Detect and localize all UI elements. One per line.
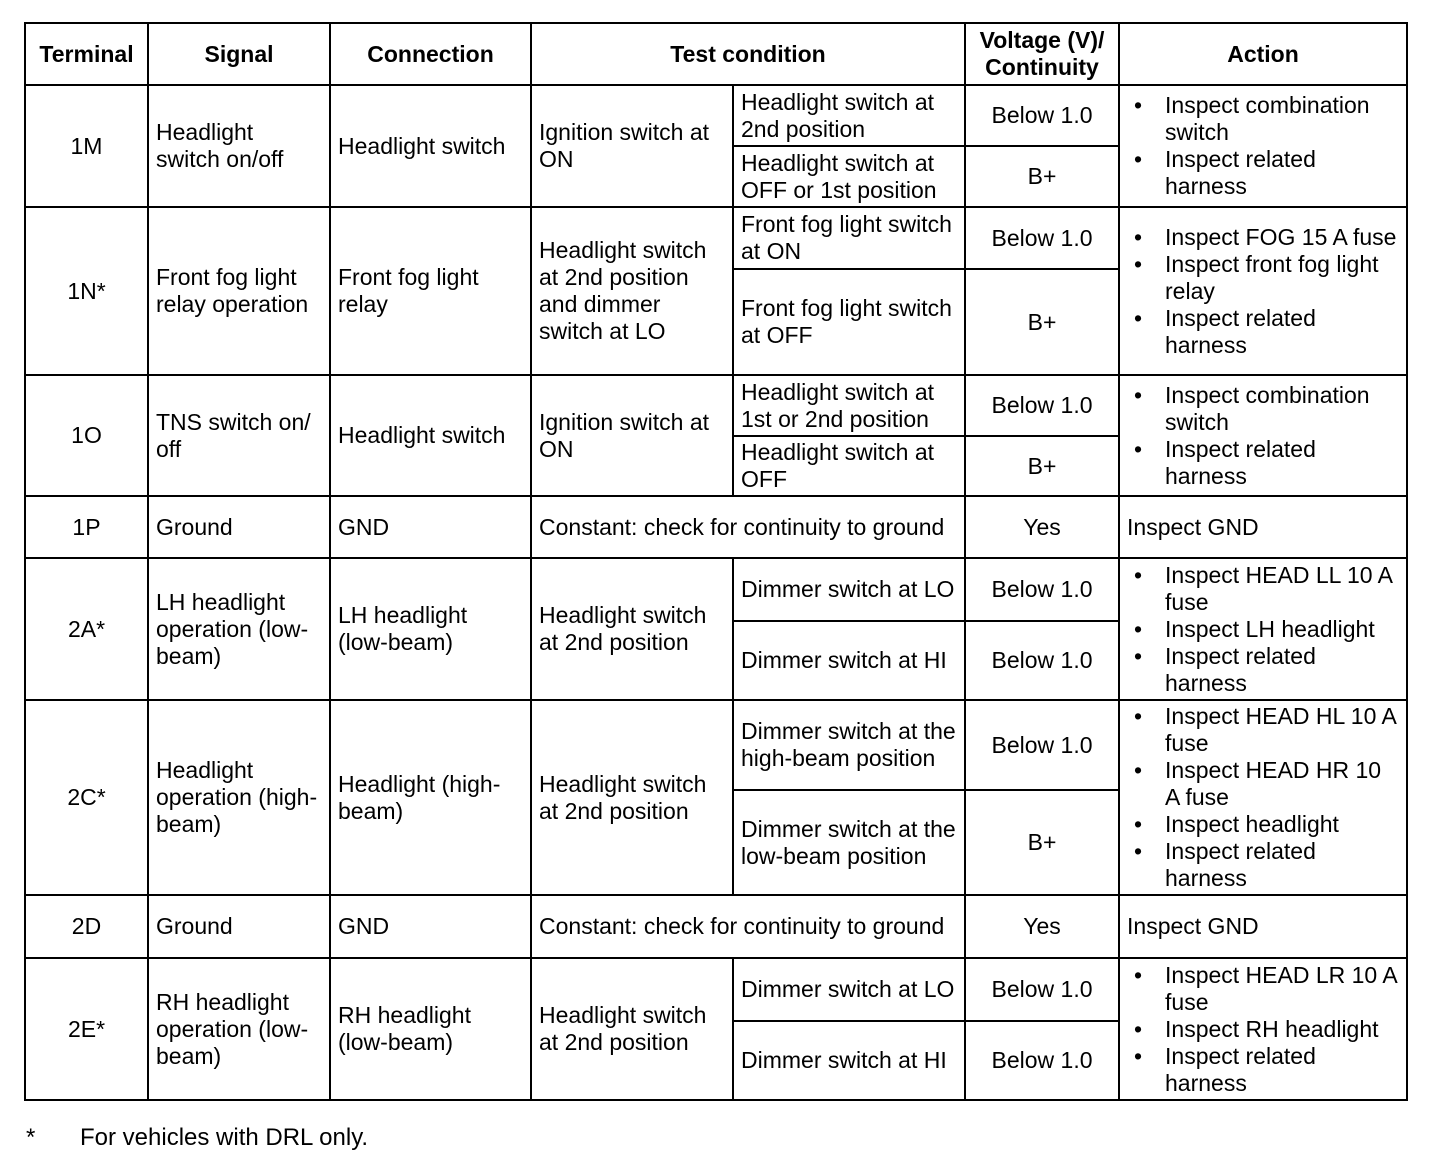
condition-cell: Constant: check for continuity to ground [531, 895, 965, 958]
action-item: • Inspect related harness [1127, 1043, 1399, 1097]
connection-cell: RH headlight (low-beam) [330, 958, 531, 1100]
terminal-cell: 2A* [25, 558, 148, 700]
sub-condition-cell: Front fog light switch at OFF [733, 269, 965, 375]
action-cell [1119, 700, 1407, 895]
signal-cell: TNS switch on/ off [148, 375, 330, 496]
value-cell: B+ [965, 790, 1119, 895]
signal-cell: Ground [148, 496, 330, 558]
action-item: • Inspect related harness [1127, 436, 1399, 490]
header-signal: Signal [148, 23, 330, 85]
terminal-cell: 2C* [25, 700, 148, 895]
signal-cell: Front fog light relay operation [148, 207, 330, 375]
table-row [25, 558, 1407, 621]
connection-cell: Headlight switch [330, 85, 531, 207]
header-action: Action [1119, 23, 1407, 85]
action-cell: Inspect GND [1119, 895, 1407, 958]
connection-cell: Headlight (high-beam) [330, 700, 531, 895]
condition-cell: Constant: check for continuity to ground [531, 496, 965, 558]
terminal-cell: 2D [25, 895, 148, 958]
connection-cell: GND [330, 496, 531, 558]
action-item: • Inspect combination switch [1127, 92, 1399, 146]
signal-cell: LH headlight operation (low-beam) [148, 558, 330, 700]
value-cell: Yes [965, 496, 1119, 558]
header-row [25, 23, 1407, 85]
header-terminal: Terminal [25, 23, 148, 85]
action-cell [1119, 558, 1407, 700]
terminal-cell: 1O [25, 375, 148, 496]
condition-cell: Headlight switch at 2nd position [531, 558, 733, 700]
action-cell [1119, 375, 1407, 496]
sub-condition-cell: Front fog light switch at ON [733, 207, 965, 269]
condition-cell: Headlight switch at 2nd position [531, 700, 733, 895]
signal-cell: Headlight operation (high-beam) [148, 700, 330, 895]
value-cell: B+ [965, 436, 1119, 496]
value-cell: Below 1.0 [965, 621, 1119, 700]
table-row [25, 700, 1407, 790]
footnote-marker: * [26, 1124, 36, 1151]
action-item: • Inspect RH headlight [1127, 1016, 1399, 1043]
action-cell [1119, 207, 1407, 375]
action-item: • Inspect related harness [1127, 643, 1399, 697]
footnote-text: For vehicles with DRL only. [80, 1124, 369, 1151]
action-item: • Inspect HEAD LR 10 A fuse [1127, 962, 1399, 1016]
connection-cell: GND [330, 895, 531, 958]
value-cell: Below 1.0 [965, 1021, 1119, 1100]
terminal-cell: 1N* [25, 207, 148, 375]
action-item: • Inspect front fog light relay [1127, 251, 1399, 305]
terminal-cell: 2E* [25, 958, 148, 1100]
action-cell [1119, 958, 1407, 1100]
action-cell [1119, 85, 1407, 207]
header-voltage-line1: Voltage (V)/ [979, 27, 1105, 53]
footnote [26, 1124, 368, 1152]
action-item: • Inspect related harness [1127, 146, 1399, 200]
signal-cell: Ground [148, 895, 330, 958]
action-item: • Inspect combination switch [1127, 382, 1399, 436]
value-cell: Below 1.0 [965, 375, 1119, 436]
terminal-cell: 1P [25, 496, 148, 558]
sub-condition-cell: Dimmer switch at the high-beam position [733, 700, 965, 790]
value-cell: Below 1.0 [965, 700, 1119, 790]
sub-condition-cell: Dimmer switch at LO [733, 958, 965, 1021]
action-item: • Inspect HEAD HL 10 A fuse [1127, 703, 1399, 757]
table-row [25, 207, 1407, 269]
sub-condition-cell: Dimmer switch at HI [733, 1021, 965, 1100]
table-row [25, 496, 1407, 558]
sub-condition-cell: Headlight switch at OFF or 1st position [733, 146, 965, 207]
table-row [25, 85, 1407, 146]
terminal-cell: 1M [25, 85, 148, 207]
action-item: • Inspect HEAD HR 10 A fuse [1127, 757, 1399, 811]
condition-cell: Ignition switch at ON [531, 85, 733, 207]
header-voltage-line2: Continuity [985, 54, 1099, 80]
connection-cell: LH headlight (low-beam) [330, 558, 531, 700]
sub-condition-cell: Headlight switch at OFF [733, 436, 965, 496]
sub-condition-cell: Headlight switch at 2nd position [733, 85, 965, 146]
value-cell: Below 1.0 [965, 85, 1119, 146]
sub-condition-cell: Dimmer switch at LO [733, 558, 965, 621]
action-item: • Inspect FOG 15 A fuse [1127, 224, 1399, 251]
value-cell: B+ [965, 269, 1119, 375]
header-voltage [965, 23, 1119, 85]
header-test-condition: Test condition [531, 23, 965, 85]
action-item: • Inspect HEAD LL 10 A fuse [1127, 562, 1399, 616]
condition-cell: Headlight switch at 2nd position [531, 958, 733, 1100]
sub-condition-cell: Headlight switch at 1st or 2nd position [733, 375, 965, 436]
inspection-table [24, 22, 1408, 1101]
action-item: • Inspect LH headlight [1127, 616, 1399, 643]
action-cell: Inspect GND [1119, 496, 1407, 558]
condition-cell: Headlight switch at 2nd position and dimmer switch at LO [531, 207, 733, 375]
table-row [25, 375, 1407, 436]
value-cell: B+ [965, 146, 1119, 207]
action-item: • Inspect related harness [1127, 838, 1399, 892]
connection-cell: Front fog light relay [330, 207, 531, 375]
connection-cell: Headlight switch [330, 375, 531, 496]
header-connection: Connection [330, 23, 531, 85]
value-cell: Below 1.0 [965, 207, 1119, 269]
value-cell: Below 1.0 [965, 558, 1119, 621]
table-row [25, 895, 1407, 958]
sub-condition-cell: Dimmer switch at the low-beam position [733, 790, 965, 895]
signal-cell: Headlight switch on/off [148, 85, 330, 207]
action-item: • Inspect headlight [1127, 811, 1399, 838]
table-row [25, 958, 1407, 1021]
value-cell: Below 1.0 [965, 958, 1119, 1021]
sub-condition-cell: Dimmer switch at HI [733, 621, 965, 700]
condition-cell: Ignition switch at ON [531, 375, 733, 496]
value-cell: Yes [965, 895, 1119, 958]
action-item: • Inspect related harness [1127, 305, 1399, 359]
signal-cell: RH headlight operation (low-beam) [148, 958, 330, 1100]
